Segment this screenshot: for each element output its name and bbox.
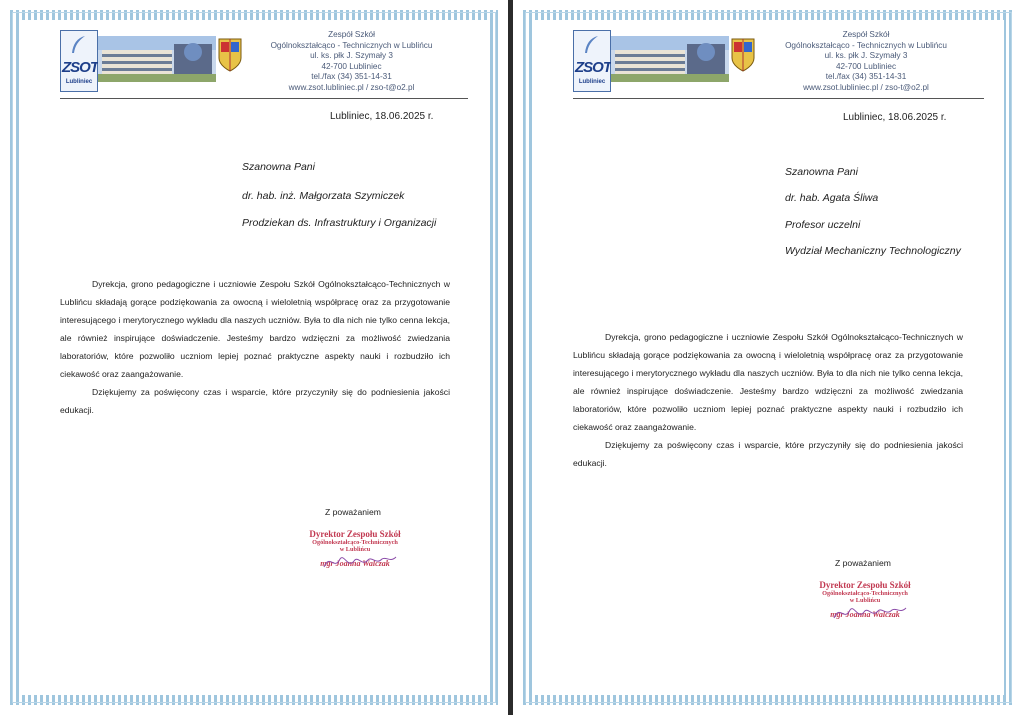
logo-text: ZSOT [575, 59, 611, 76]
body-paragraph-2: Dziękujemy za poświęcony czas i wsparcie, które przyczyniły się do podniesienia jakości edukacji. [573, 440, 963, 468]
school-name: Zespół Szkół [842, 30, 890, 39]
recipient-name: dr. hab. inż. Małgorzata Szymiczek [242, 190, 405, 202]
feather-icon [69, 35, 87, 55]
school-contact [748, 30, 984, 94]
school-phone: tel./fax (34) 351-14-31 [311, 72, 392, 82]
salutation: Szanowna Pani [242, 161, 315, 173]
logo-text: ZSOT [62, 59, 98, 76]
school-street: ul. ks. płk J. Szymały 3 [310, 51, 393, 61]
stamp-school: Ogólnokształcąco-Technicznych [822, 590, 908, 597]
closing-greeting: Z poważaniem [325, 507, 381, 517]
school-postcode: 42-700 Lubliniec [321, 61, 382, 71]
school-fullname: Ogólnokształcąco - Technicznych w Lublińcu [785, 40, 947, 50]
body-paragraph-1: Dyrekcja, grono pedagogiczne i uczniowie Zespołu Szkół Ogólnokształcąco-Technicznych w Lublińcu składają gorące podziękowania za owocną i wieloletnią współpracę oraz za przygotowanie interesującego i merytorycznego wykładu dla naszych uczniów. Była to dla nich nie tylko cenna lekcja, ale również inspirujące doświadczenie. Jesteśmy bardzo wdzięczni za możliwość zwiedzania laboratoriów, które pozwoliło uczniom lepiej poznać praktyczne aspekty nauki i rozbudziło ich ciekawość oraz zaangażowanie. [60, 279, 450, 379]
school-postcode: 42-700 Lubliniec [835, 61, 897, 71]
letter-date: Lubliniec, 18.06.2025 r. [330, 111, 434, 122]
recipient-title: Profesor uczelni [785, 219, 861, 231]
logo-city: Lubliniec [578, 79, 606, 85]
recipient-title: Prodziekan ds. Infrastruktury i Organizacji [242, 217, 437, 229]
stamp-school: Ogólnokształcąco-Technicznych [312, 539, 398, 546]
stamp-title: Dyrektor Zespołu Szkół [819, 580, 911, 590]
stamp-city: w Lublińcu [849, 597, 881, 604]
recipient-department: Wydział Mechaniczny Technologiczny [785, 245, 961, 257]
body-paragraph-2: Dziękujemy za poświęcony czas i wsparcie, które przyczyniły się do podniesienia jakości edukacji. [60, 387, 450, 415]
closing-greeting: Z poważaniem [835, 558, 891, 568]
stamp-city: w Lublińcu [339, 546, 371, 553]
stamp-name: mgr Joanna Walczak [320, 559, 390, 568]
letter-page-right [513, 0, 1024, 715]
feather-icon [582, 35, 600, 55]
school-logo [60, 30, 98, 92]
logo-city: Lubliniec [65, 79, 93, 85]
handwritten-signature [320, 551, 400, 573]
salutation: Szanowna Pani [785, 166, 858, 178]
school-web-email: www.zsot.lubliniec.pl / zso-t@o2.pl [803, 82, 929, 92]
school-name: Zespół Szkół [328, 30, 375, 39]
recipient-name: dr. hab. Agata Śliwa [785, 192, 879, 204]
school-fullname: Ogólnokształcąco - Technicznych w Lublińcu [270, 40, 433, 50]
stamp-title: Dyrektor Zespołu Szkół [309, 529, 401, 539]
stamp-name: mgr Joanna Walczak [830, 610, 900, 619]
school-building-photo [611, 36, 729, 82]
director-stamp [800, 580, 930, 619]
school-phone: tel./fax (34) 351-14-31 [825, 72, 907, 82]
letter-body [60, 275, 450, 419]
letter-body [573, 328, 963, 472]
director-stamp [290, 529, 420, 568]
school-street: ul. ks. płk J. Szymały 3 [824, 51, 908, 61]
handwritten-signature [830, 602, 910, 624]
school-logo [573, 30, 611, 92]
school-building-photo [98, 36, 216, 82]
school-web-email: www.zsot.lubliniec.pl / zso-t@o2.pl [288, 82, 415, 92]
body-paragraph-1: Dyrekcja, grono pedagogiczne i uczniowie Zespołu Szkół Ogólnokształcąco-Technicznych w Lublińcu składają gorące podziękowania za owocną i wieloletnią współpracę oraz za przygotowanie interesującego i merytorycznego wykładu dla naszych uczniów. Była to dla nich nie tylko cenna lekcja, ale również inspirujące doświadczenie. Jesteśmy bardzo wdzięczni za możliwość zwiedzania laboratoriów, które pozwoliło uczniom lepiej poznać praktyczne aspekty nauki i rozbudziło ich ciekawość oraz zaangażowanie. [573, 332, 963, 432]
letterhead [60, 30, 468, 99]
letter-date: Lubliniec, 18.06.2025 r. [843, 112, 947, 123]
letter-page-left [0, 0, 508, 715]
letterhead [573, 30, 984, 99]
school-contact [235, 30, 468, 94]
